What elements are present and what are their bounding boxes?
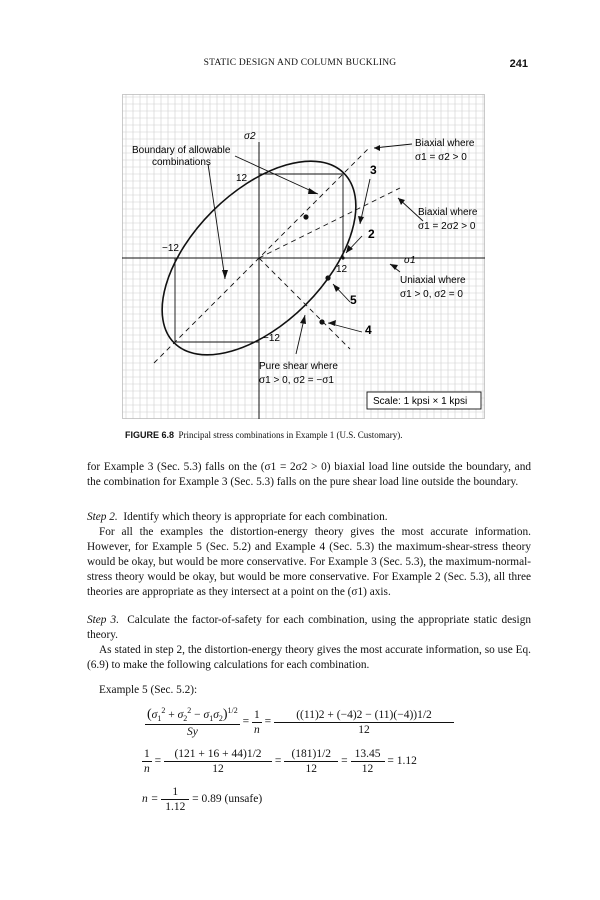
eq1-rhs-denominator: 12 — [358, 723, 370, 736]
equation-3 — [142, 786, 262, 813]
equation-1: $\frac{(\sigma_1^2 + \sigma_2^2 - \sigma_1\sigma_2)^{1/2}}{Sy}$ = $\frac{1}{n}$ = $\frac{((11)2 + (-4)2 - (11)(-4))1/2}{12}$ — [145, 706, 454, 738]
point-4-label: 4 — [365, 323, 372, 337]
eq2-c-numerator: 13.45 — [351, 748, 385, 762]
biaxial-equal-label-line2: σ1 = σ2 > 0 — [415, 152, 467, 163]
equation-2: $\frac{1}{n}$ = $\frac{(121 + 16 + 44)1/2}{12}$ = $\frac{(181)1/2}{12}$ = $\frac{13.45}{12}$ = 1.12 — [144, 748, 417, 775]
eq2-fraction-b — [284, 748, 338, 775]
principal-stress-figure — [122, 94, 485, 419]
point-5-marker — [325, 275, 330, 280]
leader-arrowheads — [222, 145, 405, 326]
eq3-lhs: n = — [142, 793, 159, 806]
eq2-result: = 1.12 — [387, 755, 417, 768]
tick-neg12-x: −12 — [162, 243, 179, 254]
header-title: STATIC DESIGN AND COLUMN BUCKLING — [203, 58, 397, 68]
eq2-b-numerator: (181)1/2 — [284, 748, 338, 762]
step-2-block — [87, 510, 531, 600]
eq1-rhs-fraction — [274, 709, 454, 736]
eq3-fraction — [161, 786, 189, 813]
eq1-one-over-n — [252, 709, 262, 736]
tick-12-x: 12 — [336, 264, 348, 275]
tick-neg12-y: −12 — [263, 333, 280, 344]
example-label: Example 5 (Sec. 5.2): — [99, 684, 198, 696]
step-3-text: Calculate the factor-of-safety for each combination, using the appropriate static design theory. — [87, 614, 531, 641]
paragraph-3: As stated in step 2, the distortion-energy theory gives the most accurate information, so use Eq. (6.9) to make the following calculations for each combination. — [87, 644, 531, 671]
eq1-one: 1 — [254, 708, 260, 721]
eq2-a-numerator: (121 + 16 + 44)1/2 — [164, 748, 272, 762]
eq2-fraction-a — [164, 748, 272, 775]
step-3-heading: Step 3. — [87, 614, 120, 626]
uniaxial-label-line2: σ1 > 0, σ2 = 0 — [400, 289, 463, 300]
point-2-marker — [341, 256, 344, 259]
scale-label: Scale: 1 kpsi × 1 kpsi — [373, 396, 468, 407]
eq2-one-over-n — [142, 748, 152, 775]
boundary-label-line1: Boundary of allowable — [132, 145, 231, 156]
eq3-denominator: 1.12 — [165, 801, 186, 813]
eq2-c-denominator: 12 — [361, 763, 374, 775]
biaxial-2to1-label-line2: σ1 = 2σ2 > 0 — [418, 221, 476, 232]
biaxial-equal-label-line1: Biaxial where — [415, 138, 475, 149]
eq2-n: n — [144, 763, 150, 775]
paragraph-2: For all the examples the distortion-energy theory gives the most accurate information. However, for Example 5 (Sec. 5.2) and Example 4 (Sec. 5.3) the maximum-shear-stress theory would be okay, but would be more conservative. For Example 3 (Sec. 5.3), the maximum-normal-stress theory would be okay, but would be more conservative. For Example 2 (Sec. 5.3), all three theories are appropriate as they intersect at a point on the (σ1) axis. — [87, 526, 531, 598]
sigma2-axis-label: σ2 — [244, 131, 256, 142]
running-header — [0, 58, 600, 74]
example-label-block — [87, 683, 531, 698]
pure-shear-label-line2: σ1 > 0, σ2 = −σ1 — [259, 375, 334, 386]
point-4-marker — [319, 319, 324, 324]
eq1-lhs-fraction: $\frac{(\sigma_1^2 + \sigma_2^2 - \sigma_1\sigma_2)^{1/2}}{Sy}$ — [147, 706, 238, 739]
eq1-n: n — [254, 723, 260, 736]
eq2-fraction-c — [351, 748, 385, 775]
point-3-label: 3 — [370, 163, 377, 177]
step-2-heading: Step 2. — [87, 511, 118, 523]
step-2-text: Identify which theory is appropriate for each combination. — [123, 511, 388, 523]
eq1-rhs-numerator: ((11)2 + (−4)2 − (11)(−4))1/2 — [274, 709, 454, 723]
eq2-a-denominator: 12 — [212, 763, 224, 775]
point-5-label: 5 — [350, 293, 357, 307]
uniaxial-label-line1: Uniaxial where — [400, 275, 466, 286]
point-2-label: 2 — [368, 227, 375, 241]
eq3-result: = 0.89 (unsafe) — [192, 793, 263, 806]
eq2-b-denominator: 12 — [305, 763, 317, 775]
figure-caption — [125, 430, 403, 440]
biaxial-equal-line — [154, 147, 370, 363]
pure-shear-label-line1: Pure shear where — [259, 361, 338, 372]
caption-label: FIGURE 6.8 — [125, 430, 175, 440]
eq3-numerator: 1 — [161, 786, 189, 800]
eq2-one: 1 — [144, 748, 150, 760]
caption-text: Principal stress combinations in Example 1 (U.S. Customary). — [178, 430, 403, 440]
tick-12-y: 12 — [236, 173, 248, 184]
biaxial-2to1-label-line1: Biaxial where — [418, 207, 478, 218]
boundary-label-line2: combinations — [152, 157, 211, 168]
paragraph-1: for Example 3 (Sec. 5.3) falls on the (σ1 = 2σ2 > 0) biaxial load line outside the boundary, and the combination for Example 3 (Sec. 5.3) falls on the pure shear load line outside the boundary. — [87, 461, 531, 488]
point-3-marker — [303, 214, 308, 219]
step-3-block — [87, 613, 531, 673]
sigma1-axis-label: σ1 — [404, 255, 416, 266]
page-number: 241 — [509, 58, 528, 70]
paragraph-1-block — [87, 460, 531, 490]
eq1-sy: Sy — [186, 726, 198, 739]
